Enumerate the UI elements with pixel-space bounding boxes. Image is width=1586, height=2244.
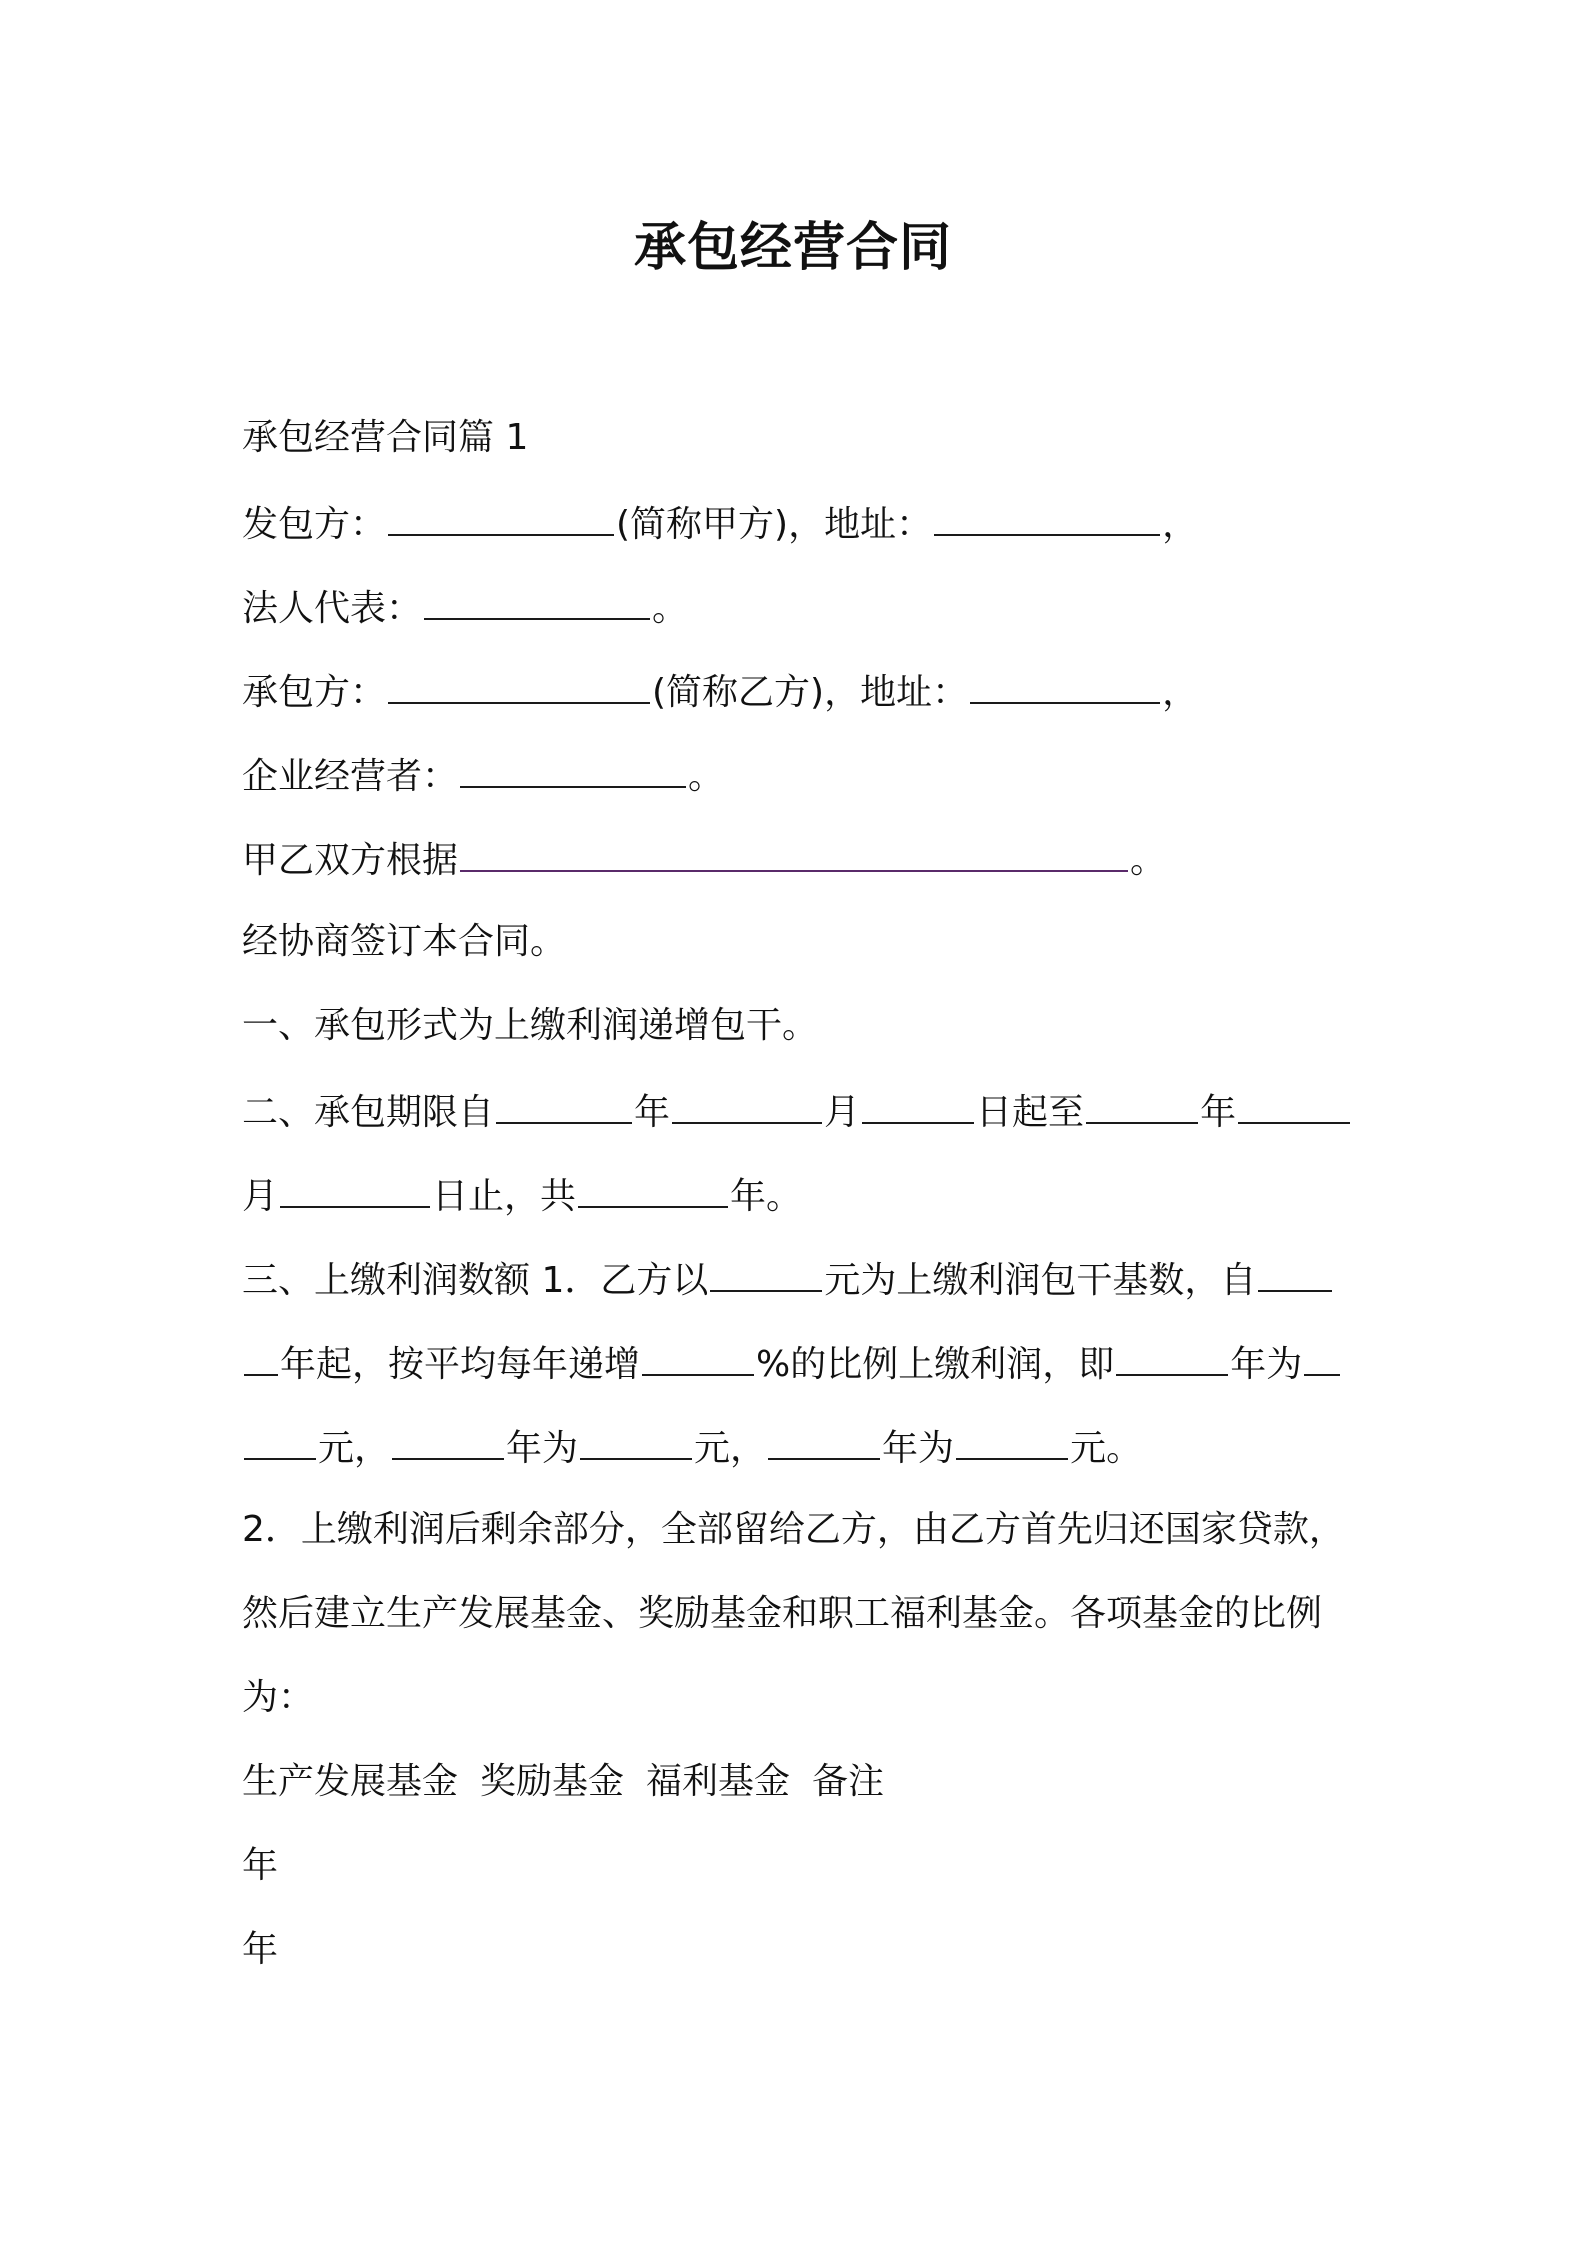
blank-field[interactable] bbox=[956, 1416, 1068, 1460]
text: 年。 bbox=[730, 1176, 803, 1217]
blank-field[interactable] bbox=[460, 828, 1128, 872]
text: 甲乙双方根据 bbox=[242, 840, 459, 881]
fund-table-row: 年 bbox=[242, 1845, 279, 1886]
line-clause-3-cont bbox=[242, 1332, 1342, 1392]
text: (简称甲方)，地址： bbox=[616, 504, 933, 545]
line-legal-rep bbox=[242, 576, 688, 636]
blank-field[interactable] bbox=[934, 492, 1160, 536]
line-clause-2-cont bbox=[242, 1164, 802, 1224]
blank-field[interactable] bbox=[424, 576, 650, 620]
fund-col-reward: 奖励基金 bbox=[480, 1761, 625, 1802]
blank-field[interactable] bbox=[388, 492, 614, 536]
line-clause-3-2: 2．上缴利润后剩余部分，全部留给乙方，由乙方首先归还国家贷款， bbox=[242, 1509, 1345, 1550]
text: 承包方： bbox=[242, 672, 387, 713]
text: %的比例上缴利润，即 bbox=[756, 1344, 1115, 1385]
blank-field[interactable] bbox=[388, 660, 650, 704]
line-operator bbox=[242, 744, 724, 804]
blank-field[interactable] bbox=[392, 1416, 504, 1460]
blank-field[interactable] bbox=[642, 1332, 754, 1376]
line-agreement: 经协商签订本合同。 bbox=[242, 921, 567, 962]
line-clause-3-2-cont: 然后建立生产发展基金、奖励基金和职工福利基金。各项基金的比例 bbox=[242, 1593, 1323, 1634]
text: 二、承包期限自 bbox=[242, 1092, 495, 1133]
blank-field[interactable] bbox=[710, 1248, 822, 1292]
text: 年为 bbox=[882, 1428, 955, 1469]
blank-field[interactable] bbox=[862, 1080, 974, 1124]
text: 年 bbox=[1200, 1092, 1237, 1133]
text: ， bbox=[1162, 672, 1199, 713]
text: 年 bbox=[634, 1092, 671, 1133]
blank-field[interactable] bbox=[768, 1416, 880, 1460]
blank-field[interactable] bbox=[280, 1164, 430, 1208]
blank-field[interactable] bbox=[244, 1416, 316, 1460]
text: 年起，按平均每年递增 bbox=[280, 1344, 641, 1385]
text: 月 bbox=[824, 1092, 861, 1133]
blank-field[interactable] bbox=[580, 1416, 692, 1460]
fund-table-header bbox=[242, 1752, 884, 1812]
blank-field[interactable] bbox=[578, 1164, 728, 1208]
line-clause-1: 一、承包形式为上缴利润递增包干。 bbox=[242, 1005, 819, 1046]
line-contractor bbox=[242, 492, 1198, 552]
section-heading: 承包经营合同篇 1 bbox=[242, 417, 529, 458]
fund-table-row: 年 bbox=[242, 1929, 279, 1970]
line-clause-3-2-end: 为： bbox=[242, 1677, 315, 1718]
line-clause-3 bbox=[242, 1248, 1334, 1308]
text: 元， bbox=[694, 1428, 767, 1469]
text: 日止，共 bbox=[432, 1176, 577, 1217]
fund-col-welfare: 福利基金 bbox=[646, 1761, 791, 1802]
text: 。 bbox=[652, 588, 689, 629]
text: ， bbox=[1162, 504, 1199, 545]
text: 元为上缴利润包干基数，自 bbox=[824, 1260, 1257, 1301]
document-title: 承包经营合同 bbox=[633, 218, 952, 278]
fund-col-production: 生产发展基金 bbox=[242, 1761, 459, 1802]
text: 发包方： bbox=[242, 504, 387, 545]
line-basis bbox=[242, 828, 1166, 888]
text: 三、上缴利润数额 1．乙方以 bbox=[242, 1260, 709, 1301]
text: 元。 bbox=[1070, 1428, 1143, 1469]
text: (简称乙方)，地址： bbox=[652, 672, 969, 713]
line-clause-3-amounts bbox=[242, 1416, 1142, 1476]
text: 日起至 bbox=[976, 1092, 1085, 1133]
blank-field[interactable] bbox=[496, 1080, 632, 1124]
line-contractee bbox=[242, 660, 1198, 720]
text: 年为 bbox=[506, 1428, 579, 1469]
blank-field[interactable] bbox=[672, 1080, 822, 1124]
text: 。 bbox=[688, 756, 725, 797]
blank-field[interactable] bbox=[460, 744, 686, 788]
fund-col-notes: 备注 bbox=[812, 1761, 885, 1802]
text: 法人代表： bbox=[242, 588, 423, 629]
blank-field[interactable] bbox=[1304, 1332, 1340, 1376]
blank-field[interactable] bbox=[1086, 1080, 1198, 1124]
text: 元， bbox=[318, 1428, 391, 1469]
text: 月 bbox=[242, 1176, 279, 1217]
line-clause-2 bbox=[242, 1080, 1352, 1140]
text: 。 bbox=[1130, 840, 1167, 881]
blank-field[interactable] bbox=[970, 660, 1160, 704]
blank-field[interactable] bbox=[1238, 1080, 1350, 1124]
text: 企业经营者： bbox=[242, 756, 459, 797]
blank-field[interactable] bbox=[1116, 1332, 1228, 1376]
blank-field[interactable] bbox=[1258, 1248, 1332, 1292]
blank-field[interactable] bbox=[244, 1332, 278, 1376]
text: 年为 bbox=[1230, 1344, 1303, 1385]
